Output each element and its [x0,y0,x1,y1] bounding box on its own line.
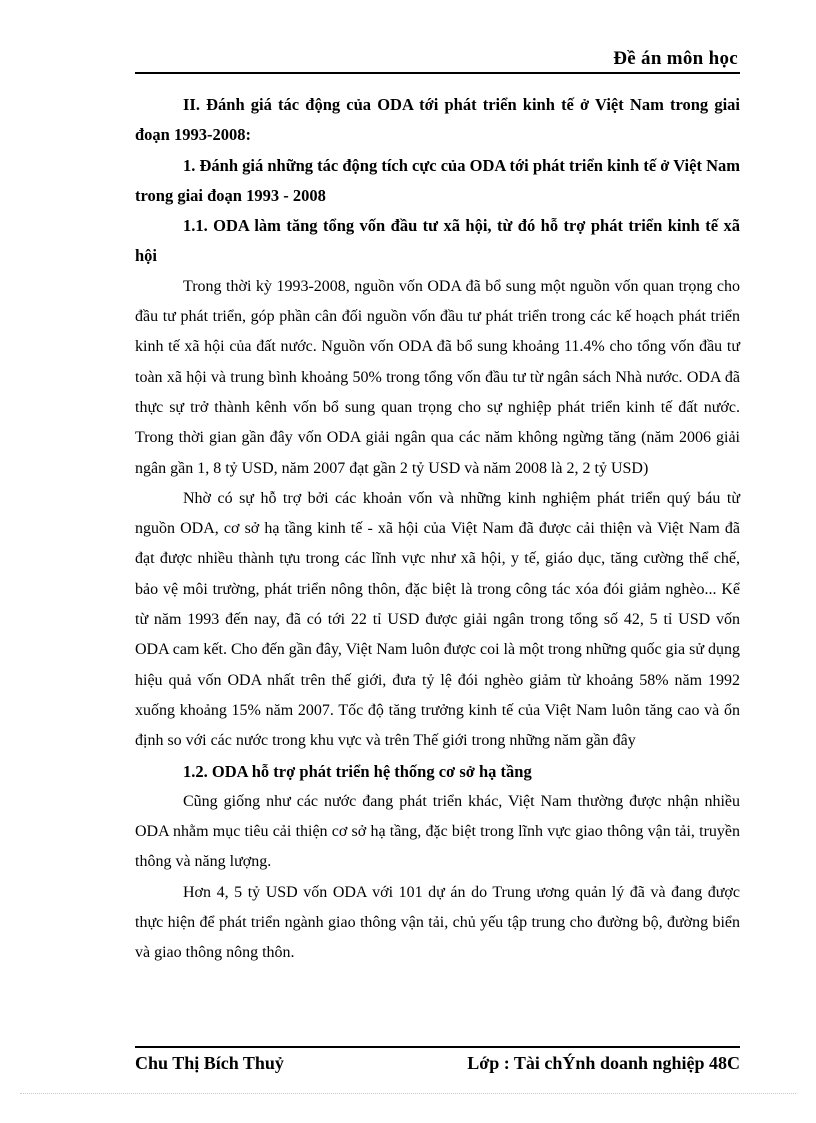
page-break-line [20,1093,796,1094]
footer-rule [135,1046,740,1048]
header-rule [135,72,740,74]
subsection-heading: 1. Đánh giá những tác động tích cực của ODA tới phát triển kinh tế ở Việt Nam trong giai đoạn 1993 - 2008 [135,155,740,205]
subsection-heading-1-1: 1.1. ODA làm tăng tổng vốn đầu tư xã hội, từ đó hỗ trợ phát triển kinh tế xã hội [135,216,740,266]
subsection-heading-1-2: 1.2. ODA hỗ trợ phát triển hệ thống cơ sở hạ tầng [183,761,532,781]
paragraph: Hơn 4, 5 tỷ USD vốn ODA với 101 dự án do Trung ương quản lý đã và đang được thực hiện để phát triển ngành giao thông vận tải, chủ yếu tập trung cho đường bộ, đường biển và giao thông nông thôn. [135,883,740,962]
paragraph: Cũng giống như các nước đang phát triển khác, Việt Nam thường được nhận nhiều ODA nhằm mục tiêu cải thiện cơ sở hạ tầng, đặc biệt trong lĩnh vực giao thông vận tải, truyền thông và năng lượng. [135,792,740,871]
paragraph: Trong thời kỳ 1993-2008, nguồn vốn ODA đã bổ sung một nguồn vốn quan trọng cho đầu tư phát triển, góp phần cân đối nguồn vốn đầu tư phát triển trong các kế hoạch phát triển kinh tế xã hội của đất nước. Nguồn vốn ODA đã bổ sung khoảng 11.4% cho tổng vốn đầu tư toàn xã hội và trung bình khoảng 50% trong tổng vốn đầu tư từ ngân sách Nhà nước. ODA đã thực sự trở thành kênh vốn bổ sung quan trọng cho sự nghiệp phát triển kinh tế đất nước. Trong thời gian gần đây vốn ODA giải ngân qua các năm không ngừng tăng (năm 2006 giải ngân gần 1, 8 tỷ USD, năm 2007 đạt gần 2 tỷ USD và năm 2008 là 2, 2 tỷ USD) [135,277,740,477]
document-body [135,90,740,969]
paragraph: Nhờ có sự hỗ trợ bởi các khoản vốn và những kinh nghiệm phát triển quý báu từ nguồn ODA, cơ sở hạ tầng kinh tế - xã hội của Việt Nam đã được cải thiện và Việt Nam đã đạt được nhiều thành tựu trong các lĩnh vực như xã hội, y tế, giáo dục, tăng cường thể chế, bảo vệ môi trường, phát triển nông thôn, đặc biệt là trong công tác xóa đói giảm nghèo... Kể từ năm 1993 đến nay, đã có tới 22 tỉ USD được giải ngân trong tổng số 42, 5 tỉ USD vốn ODA cam kết. Cho đến gần đây, Việt Nam luôn được coi là một trong những quốc gia sử dụng hiệu quả vốn ODA nhất trên thế giới, đưa tỷ lệ đói nghèo giảm từ khoảng 58% năm 1992 xuống khoảng 15% năm 2007. Tốc độ tăng trưởng kinh tế của Việt Nam luôn tăng cao và ổn định so với các nước trong khu vực và trên Thế giới trong những năm gần đây [135,489,740,750]
header-title: Đề án môn học [613,48,738,69]
footer-author: Chu Thị Bích Thuỷ [135,1053,284,1073]
section-heading: II. Đánh giá tác động của ODA tới phát triển kinh tế ở Việt Nam trong giai đoạn 1993-2008: [135,95,740,145]
footer-class: Lớp : Tài chÝnh doanh nghiệp 48C [467,1053,740,1073]
